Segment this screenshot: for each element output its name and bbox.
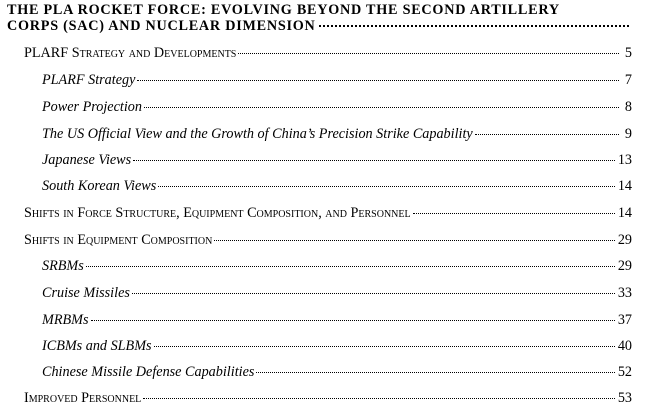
toc-entry-title: PLARF Strategy and Developments bbox=[24, 45, 237, 61]
toc-entry-page: 8 bbox=[624, 99, 632, 115]
toc-entry[interactable] bbox=[42, 364, 632, 381]
toc-entry-page: 52 bbox=[617, 364, 632, 380]
dot-leader bbox=[238, 52, 619, 54]
toc-entry-page: 29 bbox=[617, 258, 632, 274]
toc-entry-page: 37 bbox=[617, 312, 632, 328]
section-heading-line2-row bbox=[7, 18, 631, 34]
toc-entry-title: Shifts in Force Structure, Equipment Composition, and Personnel bbox=[24, 205, 411, 221]
dot-leader bbox=[144, 106, 619, 108]
toc-entry[interactable] bbox=[24, 232, 632, 249]
toc-entry[interactable] bbox=[42, 72, 632, 89]
toc-entry-title: SRBMs bbox=[42, 258, 84, 274]
toc-entry[interactable] bbox=[42, 258, 632, 275]
dot-leader bbox=[86, 265, 615, 267]
toc-entry-title: Shifts in Equipment Composition bbox=[24, 232, 213, 248]
toc-entry-title: South Korean Views bbox=[42, 178, 157, 194]
dot-leader bbox=[413, 212, 615, 214]
toc-entry-title: Japanese Views bbox=[42, 152, 132, 168]
dot-leader bbox=[154, 345, 615, 347]
dot-leader bbox=[214, 239, 614, 241]
toc-entry-title: Improved Personnel bbox=[24, 390, 142, 406]
dot-leader bbox=[319, 24, 629, 27]
toc-entry-page: 40 bbox=[617, 338, 632, 354]
toc-entry-title: MRBMs bbox=[42, 312, 89, 328]
toc-entry[interactable] bbox=[42, 285, 632, 302]
dot-leader bbox=[133, 159, 615, 161]
toc-entry[interactable] bbox=[42, 99, 632, 116]
toc-entry-page: 53 bbox=[617, 390, 632, 406]
dot-leader bbox=[143, 397, 615, 399]
dot-leader bbox=[91, 319, 615, 321]
toc-entry-page: 33 bbox=[617, 285, 632, 301]
toc-entry[interactable] bbox=[42, 126, 632, 143]
toc-entry-title: The US Official View and the Growth of China’s Precision Strike Capability bbox=[42, 126, 473, 142]
dot-leader bbox=[475, 133, 619, 135]
dot-leader bbox=[137, 79, 619, 81]
toc-entry-page: 14 bbox=[617, 178, 632, 194]
section-heading-line2: CORPS (SAC) AND NUCLEAR DIMENSION bbox=[7, 18, 316, 34]
section-heading[interactable] bbox=[7, 2, 631, 34]
toc-entry-title: Chinese Missile Defense Capabilities bbox=[42, 364, 255, 380]
toc-entry[interactable] bbox=[42, 152, 632, 169]
dot-leader bbox=[256, 371, 614, 373]
toc-entry[interactable] bbox=[42, 178, 632, 195]
toc-entry-title: PLARF Strategy bbox=[42, 72, 136, 88]
toc-entry[interactable] bbox=[24, 45, 632, 62]
section-heading-line1: THE PLA ROCKET FORCE: EVOLVING BEYOND THE SECOND ARTILLERY bbox=[7, 2, 560, 18]
toc-entry-page: 29 bbox=[617, 232, 632, 248]
dot-leader bbox=[132, 292, 615, 294]
toc-entry[interactable] bbox=[42, 312, 632, 329]
toc-entry-page: 14 bbox=[617, 205, 632, 221]
toc-entry[interactable] bbox=[24, 390, 632, 407]
toc-entry-title: ICBMs and SLBMs bbox=[42, 338, 152, 354]
toc-entry-title: Cruise Missiles bbox=[42, 285, 130, 301]
toc-entry[interactable] bbox=[24, 205, 632, 222]
toc-entry-title: Power Projection bbox=[42, 99, 142, 115]
toc-entry-page: 5 bbox=[624, 45, 632, 61]
toc-entry-page: 13 bbox=[617, 152, 632, 168]
toc-entry-page: 9 bbox=[624, 126, 632, 142]
toc-entry[interactable] bbox=[42, 338, 632, 355]
toc-entry-page: 7 bbox=[624, 72, 632, 88]
dot-leader bbox=[158, 185, 615, 187]
